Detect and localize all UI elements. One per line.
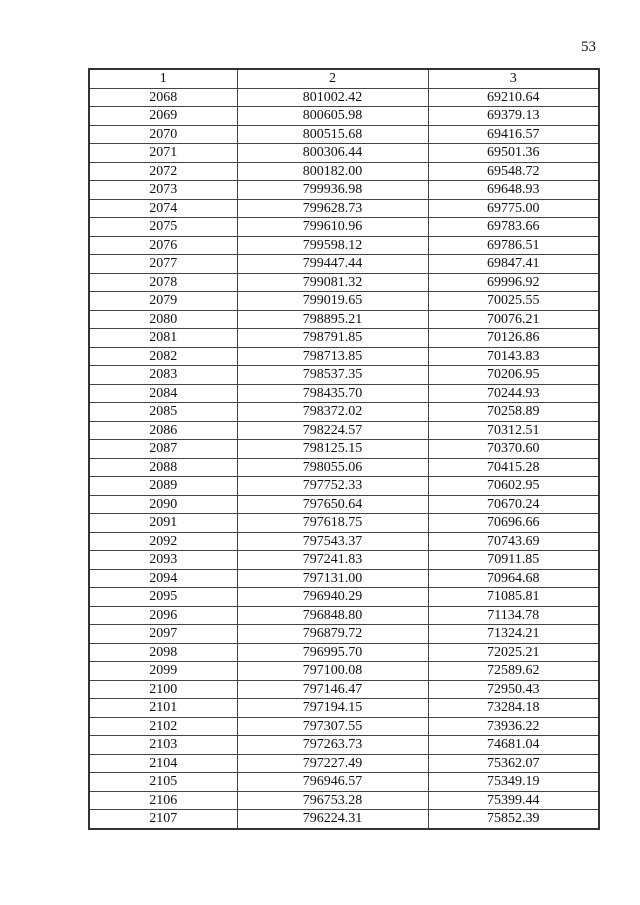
x-coordinate-cell: 797241.83 [237,551,428,570]
table-row [89,366,599,385]
table-row [89,181,599,200]
point-number-cell: 2099 [89,662,237,681]
point-number-cell: 2081 [89,329,237,348]
coordinates-table [88,68,600,830]
y-coordinate-cell: 73284.18 [428,699,599,718]
table-row [89,532,599,551]
y-coordinate-cell: 70143.83 [428,347,599,366]
point-number-cell: 2093 [89,551,237,570]
y-coordinate-cell: 70312.51 [428,421,599,440]
x-coordinate-cell: 797543.37 [237,532,428,551]
y-coordinate-cell: 70025.55 [428,292,599,311]
x-coordinate-cell: 797131.00 [237,569,428,588]
x-coordinate-cell: 798791.85 [237,329,428,348]
point-number-cell: 2100 [89,680,237,699]
x-coordinate-cell: 797650.64 [237,495,428,514]
table-row [89,218,599,237]
table-row [89,88,599,107]
table-header [89,69,599,88]
table-row [89,680,599,699]
x-coordinate-cell: 797618.75 [237,514,428,533]
y-coordinate-cell: 69501.36 [428,144,599,163]
point-number-cell: 2087 [89,440,237,459]
point-number-cell: 2094 [89,569,237,588]
y-coordinate-cell: 71324.21 [428,625,599,644]
x-coordinate-cell: 798055.06 [237,458,428,477]
point-number-cell: 2102 [89,717,237,736]
page-number: 53 [581,39,596,55]
table-row [89,773,599,792]
y-coordinate-cell: 70964.68 [428,569,599,588]
table-row [89,199,599,218]
x-coordinate-cell: 798895.21 [237,310,428,329]
y-coordinate-cell: 70911.85 [428,551,599,570]
y-coordinate-cell: 70696.66 [428,514,599,533]
table-body [89,88,599,829]
table-row [89,717,599,736]
header-cell-col1: 1 [89,69,237,88]
table-row [89,810,599,829]
x-coordinate-cell: 797263.73 [237,736,428,755]
x-coordinate-cell: 797307.55 [237,717,428,736]
table-row [89,347,599,366]
point-number-cell: 2078 [89,273,237,292]
table-row [89,495,599,514]
table-row [89,477,599,496]
x-coordinate-cell: 799019.65 [237,292,428,311]
x-coordinate-cell: 798125.15 [237,440,428,459]
y-coordinate-cell: 70602.95 [428,477,599,496]
table-row [89,736,599,755]
point-number-cell: 2074 [89,199,237,218]
point-number-cell: 2103 [89,736,237,755]
table-row [89,606,599,625]
x-coordinate-cell: 796995.70 [237,643,428,662]
table-row [89,551,599,570]
x-coordinate-cell: 799447.44 [237,255,428,274]
table-row [89,458,599,477]
point-number-cell: 2083 [89,366,237,385]
point-number-cell: 2107 [89,810,237,829]
y-coordinate-cell: 70244.93 [428,384,599,403]
y-coordinate-cell: 69847.41 [428,255,599,274]
y-coordinate-cell: 69210.64 [428,88,599,107]
table-row [89,329,599,348]
point-number-cell: 2072 [89,162,237,181]
x-coordinate-cell: 800605.98 [237,107,428,126]
x-coordinate-cell: 796940.29 [237,588,428,607]
x-coordinate-cell: 798435.70 [237,384,428,403]
y-coordinate-cell: 75852.39 [428,810,599,829]
x-coordinate-cell: 799628.73 [237,199,428,218]
y-coordinate-cell: 73936.22 [428,717,599,736]
y-coordinate-cell: 70670.24 [428,495,599,514]
x-coordinate-cell: 798224.57 [237,421,428,440]
point-number-cell: 2079 [89,292,237,311]
header-cell-col3: 3 [428,69,599,88]
x-coordinate-cell: 797194.15 [237,699,428,718]
x-coordinate-cell: 797146.47 [237,680,428,699]
y-coordinate-cell: 69379.13 [428,107,599,126]
x-coordinate-cell: 798713.85 [237,347,428,366]
y-coordinate-cell: 72589.62 [428,662,599,681]
point-number-cell: 2077 [89,255,237,274]
x-coordinate-cell: 801002.42 [237,88,428,107]
point-number-cell: 2101 [89,699,237,718]
x-coordinate-cell: 796224.31 [237,810,428,829]
x-coordinate-cell: 799936.98 [237,181,428,200]
table-row [89,144,599,163]
x-coordinate-cell: 797227.49 [237,754,428,773]
point-number-cell: 2082 [89,347,237,366]
table-row [89,754,599,773]
table-row [89,421,599,440]
table-row [89,403,599,422]
x-coordinate-cell: 796879.72 [237,625,428,644]
table-row [89,236,599,255]
point-number-cell: 2089 [89,477,237,496]
point-number-cell: 2088 [89,458,237,477]
point-number-cell: 2098 [89,643,237,662]
x-coordinate-cell: 796848.80 [237,606,428,625]
x-coordinate-cell: 798537.35 [237,366,428,385]
y-coordinate-cell: 69416.57 [428,125,599,144]
y-coordinate-cell: 70126.86 [428,329,599,348]
point-number-cell: 2084 [89,384,237,403]
table-row [89,107,599,126]
y-coordinate-cell: 72950.43 [428,680,599,699]
y-coordinate-cell: 71134.78 [428,606,599,625]
x-coordinate-cell: 797100.08 [237,662,428,681]
y-coordinate-cell: 69786.51 [428,236,599,255]
table-row [89,273,599,292]
point-number-cell: 2096 [89,606,237,625]
point-number-cell: 2086 [89,421,237,440]
header-cell-col2: 2 [237,69,428,88]
point-number-cell: 2069 [89,107,237,126]
point-number-cell: 2090 [89,495,237,514]
point-number-cell: 2105 [89,773,237,792]
table-row [89,125,599,144]
y-coordinate-cell: 74681.04 [428,736,599,755]
y-coordinate-cell: 69996.92 [428,273,599,292]
y-coordinate-cell: 72025.21 [428,643,599,662]
x-coordinate-cell: 796753.28 [237,791,428,810]
y-coordinate-cell: 69548.72 [428,162,599,181]
x-coordinate-cell: 797752.33 [237,477,428,496]
x-coordinate-cell: 799598.12 [237,236,428,255]
y-coordinate-cell: 69783.66 [428,218,599,237]
point-number-cell: 2106 [89,791,237,810]
point-number-cell: 2095 [89,588,237,607]
x-coordinate-cell: 800306.44 [237,144,428,163]
table-row [89,310,599,329]
table-row [89,643,599,662]
table-row [89,662,599,681]
point-number-cell: 2097 [89,625,237,644]
point-number-cell: 2068 [89,88,237,107]
point-number-cell: 2080 [89,310,237,329]
y-coordinate-cell: 70370.60 [428,440,599,459]
table-row [89,588,599,607]
y-coordinate-cell: 75399.44 [428,791,599,810]
y-coordinate-cell: 69648.93 [428,181,599,200]
table-row [89,514,599,533]
point-number-cell: 2076 [89,236,237,255]
y-coordinate-cell: 70415.28 [428,458,599,477]
point-number-cell: 2091 [89,514,237,533]
x-coordinate-cell: 798372.02 [237,403,428,422]
y-coordinate-cell: 70258.89 [428,403,599,422]
x-coordinate-cell: 799610.96 [237,218,428,237]
y-coordinate-cell: 71085.81 [428,588,599,607]
y-coordinate-cell: 70076.21 [428,310,599,329]
y-coordinate-cell: 75349.19 [428,773,599,792]
y-coordinate-cell: 69775.00 [428,199,599,218]
table-row [89,292,599,311]
header-row [89,69,599,88]
point-number-cell: 2085 [89,403,237,422]
table-row [89,791,599,810]
y-coordinate-cell: 75362.07 [428,754,599,773]
point-number-cell: 2071 [89,144,237,163]
x-coordinate-cell: 799081.32 [237,273,428,292]
point-number-cell: 2073 [89,181,237,200]
table-row [89,625,599,644]
y-coordinate-cell: 70206.95 [428,366,599,385]
table-row [89,384,599,403]
point-number-cell: 2075 [89,218,237,237]
x-coordinate-cell: 800515.68 [237,125,428,144]
table-row [89,440,599,459]
table-row [89,569,599,588]
table-row [89,255,599,274]
x-coordinate-cell: 800182.00 [237,162,428,181]
table-row [89,699,599,718]
x-coordinate-cell: 796946.57 [237,773,428,792]
table-row [89,162,599,181]
point-number-cell: 2070 [89,125,237,144]
y-coordinate-cell: 70743.69 [428,532,599,551]
point-number-cell: 2092 [89,532,237,551]
point-number-cell: 2104 [89,754,237,773]
